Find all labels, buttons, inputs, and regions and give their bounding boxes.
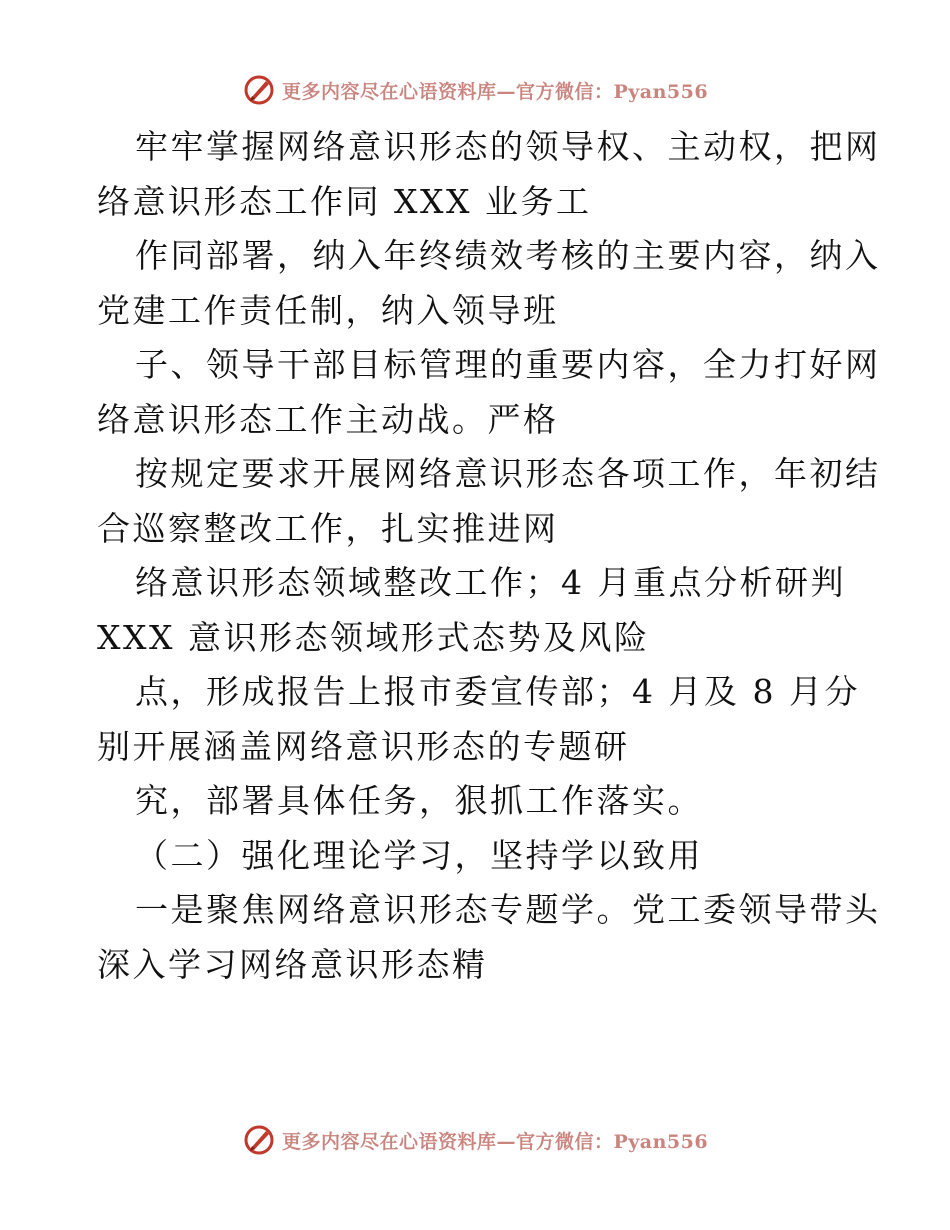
body-line: 络意识形态工作同 XXX 业务工: [97, 181, 592, 221]
section-heading: （二）强化理论学习，坚持学以致用: [135, 835, 703, 875]
quill-pen-logo-icon: [242, 1123, 276, 1157]
body-line: 别开展涵盖网络意识形态的专题研: [97, 726, 630, 766]
body-line: 按规定要求开展网络意识形态各项工作，年初结: [135, 454, 881, 493]
header-watermark-text: 更多内容尽在心语资料库—官方微信：Pyan556: [281, 80, 709, 103]
body-line: 一是聚焦网络意识形态专题学。党工委领导带头: [135, 890, 881, 929]
body-line: 络意识形态领域整改工作；4 月重点分析研判: [135, 563, 846, 602]
body-line: 究，部署具体任务，狠抓工作落实。: [135, 781, 703, 820]
body-line: 点，形成报告上报市委宣传部；4 月及 8 月分: [135, 672, 860, 711]
document-body: [97, 120, 881, 992]
footer-watermark-text: 更多内容尽在心语资料库—官方微信：Pyan556: [281, 1130, 709, 1153]
footer-watermark-content: [242, 1123, 708, 1157]
body-line: 牢牢掌握网络意识形态的领导权、主动权，把网: [135, 127, 881, 166]
body-line: 合巡察整改工作，扎实推进网: [97, 508, 559, 548]
quill-pen-logo-icon: [242, 73, 276, 107]
body-line: 络意识形态工作主动战。严格: [97, 399, 559, 439]
header-watermark-content: [242, 73, 708, 107]
body-line: 深入学习网络意识形态精: [97, 944, 488, 984]
header-watermark: [0, 70, 950, 110]
body-line: 作同部署，纳入年终绩效考核的主要内容，纳入: [135, 236, 881, 275]
body-line: 党建工作责任制，纳入领导班: [97, 290, 559, 330]
body-line: 子、领导干部目标管理的重要内容，全力打好网: [135, 345, 881, 384]
footer-watermark: [0, 1120, 950, 1160]
body-line: XXX 意识形态领域形式态势及风险: [97, 617, 650, 657]
